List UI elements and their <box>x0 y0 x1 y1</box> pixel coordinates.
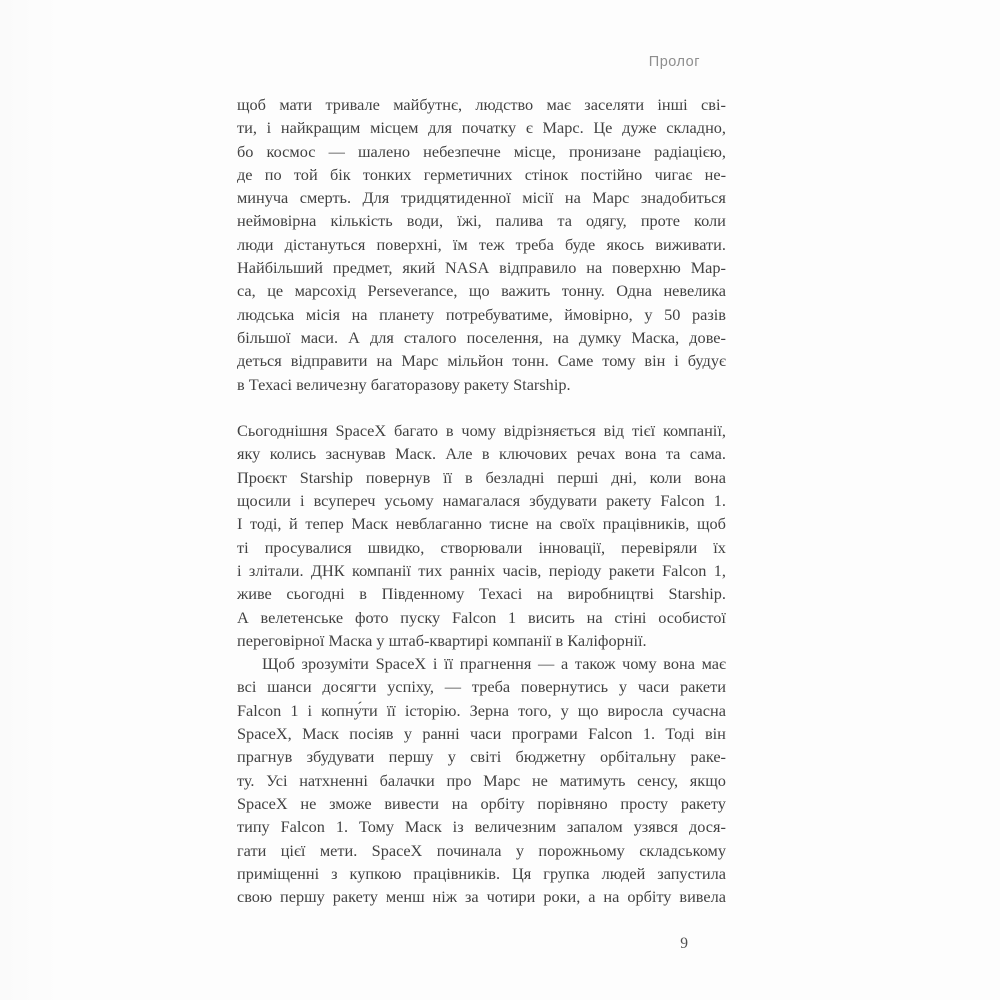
text-line: щоб мати тривале майбутнє, людство має заселяти інші сві- <box>237 95 726 114</box>
body-text <box>237 93 726 908</box>
text-line: Щоб зрозуміти SpaceX і її прагнення — а також чому вона має <box>262 654 726 674</box>
text-line: А велетенське фото пуску Falcon 1 висить на стіні особистої <box>237 607 726 627</box>
text-line: бо космос — шалено небезпечне місце, пронизане радіацією, <box>237 141 726 161</box>
text-line: прагнув збудувати першу у світі бюджетну орбітальну раке- <box>237 747 726 767</box>
text-line: ту. Усі натхненні балачки про Марс не матимуть сенсу, якщо <box>237 770 726 790</box>
paragraph-gap <box>237 396 726 419</box>
text-line: ти, і найкращим місцем для початку є Марс. Це дуже складно, <box>237 118 726 138</box>
text-line: в Техасі величезну багаторазову ракету Starship. <box>237 374 571 394</box>
text-line: яку колись заснував Маск. Але в ключових речах вона та сама. <box>237 444 726 464</box>
text-line: переговірної Маска у штаб-квартирі компанії в Каліфорнії. <box>237 630 647 650</box>
text-line: Найбільший предмет, який NASA відправило на поверхню Мар- <box>237 258 726 278</box>
text-line: гати цієї мети. SpaceX починала у порожньому складському <box>237 840 726 860</box>
text-line: приміщенні з купкою працівників. Ця групка людей запустила <box>237 863 726 883</box>
text-line: типу Falcon 1. Тому Маск із величезним запалом узявся дося- <box>237 817 726 837</box>
text-line: більшої маси. А для сталого поселення, на думку Маска, дове- <box>237 327 726 347</box>
text-line: люди дістануться поверхні, їм теж треба буде якось виживати. <box>237 234 726 254</box>
text-line: де по той бік тонких герметичних стінок постійно чигає не- <box>237 164 726 184</box>
text-line: деться відправити на Марс мільйон тонн. Саме тому він і будує <box>237 351 726 371</box>
text-line: і злітали. ДНК компанії тих ранніх часів, періоду ракети Falcon 1, <box>237 560 726 580</box>
text-line: свою першу ракету менш ніж за чотири роки, а на орбіту вивела <box>237 887 726 907</box>
text-line: Falcon 1 і копну́ти її історію. Зерна того, у що виросла сучасна <box>237 700 726 720</box>
text-line: неймовірна кількість води, їжі, палива та одягу, проте коли <box>237 211 726 231</box>
text-line: Проєкт Starship повернув її в безладні перші дні, коли вона <box>237 467 726 487</box>
paragraph <box>237 652 726 908</box>
text-line: SpaceX, Маск посіяв у ранні часи програми Falcon 1. Тоді він <box>237 724 726 744</box>
text-line: людська місія на планету потребуватиме, ймовірно, у 50 разів <box>237 304 726 324</box>
text-line: щосили і всупереч усьому намагалася збудувати ракету Falcon 1. <box>237 491 726 511</box>
text-line: ті просувалися швидко, створювали інновації, перевіряли їх <box>237 537 726 557</box>
text-line: всі шанси досягти успіху, — треба повернутись у часи ракети <box>237 677 726 697</box>
text-line: SpaceX не зможе вивести на орбіту порівняно просту ракету <box>237 793 726 813</box>
paragraph <box>237 93 726 396</box>
paragraph <box>237 419 726 652</box>
page-number: 9 <box>680 935 688 952</box>
text-line: минуча смерть. Для тридцятиденної місії на Марс знадобиться <box>237 188 726 208</box>
running-head: Пролог <box>648 54 700 70</box>
text-line: живе сьогодні в Південному Техасі на виробництві Starship. <box>237 584 726 604</box>
text-line: са, це марсохід Perseverance, що важить тонну. Одна невелика <box>237 281 726 301</box>
text-line: І тоді, й тепер Маск невблаганно тисне на своїх працівників, щоб <box>237 514 726 534</box>
text-line: Сьогоднішня SpaceX багато в чому відрізняється від тієї компанії, <box>237 421 726 441</box>
